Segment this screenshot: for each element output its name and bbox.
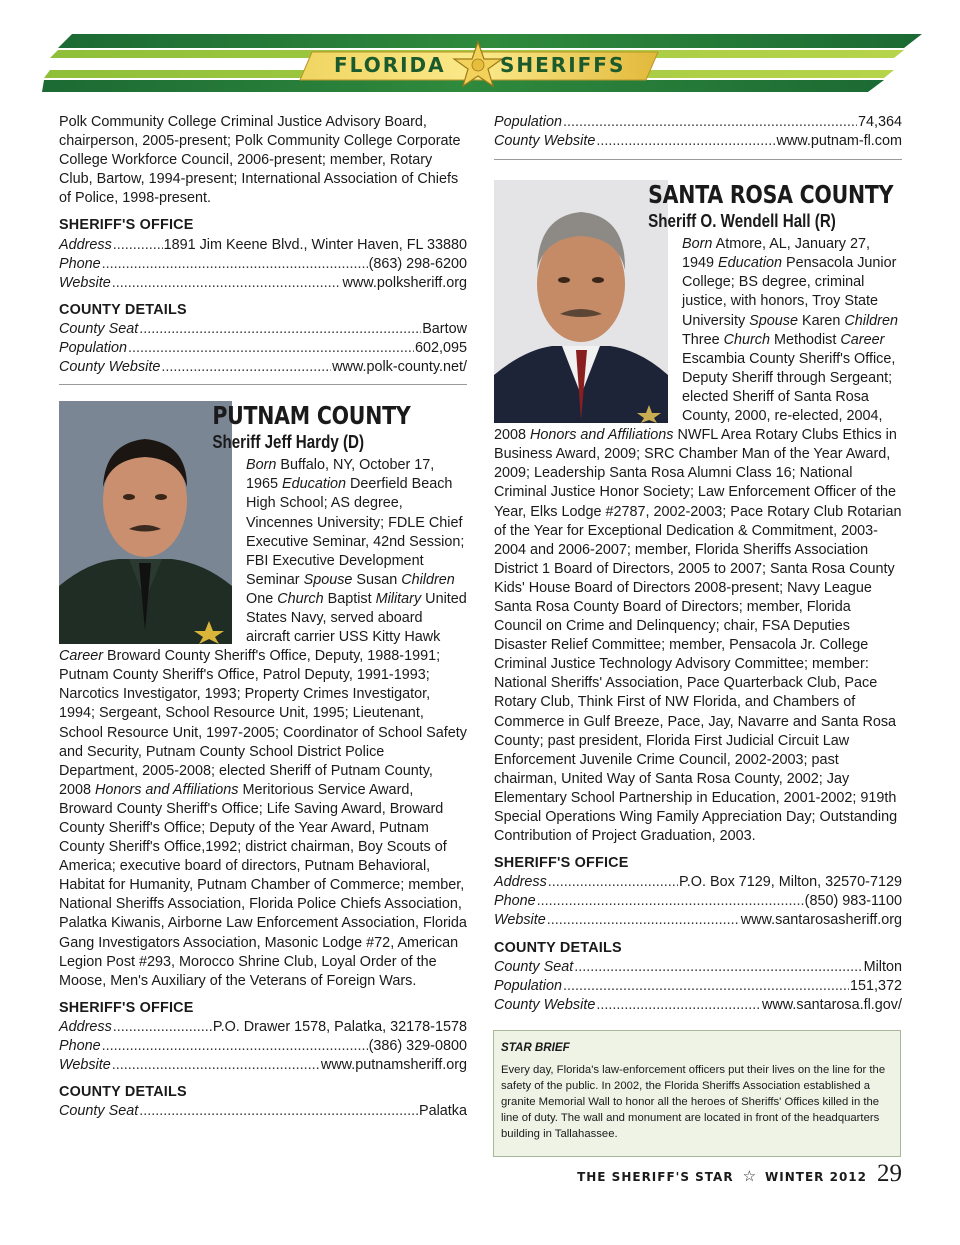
santarosa-born: Atmore, AL, January 27, 1949 [682,236,871,272]
santarosa-phone-row [494,892,902,911]
santarosa-spouse: Karen [801,312,841,329]
star-brief-title: STAR BRIEF [501,1041,570,1054]
putnam-website-link[interactable]: www.putnamsheriff.org [320,1057,467,1074]
putnam-career: Broward County Sheriff's Office, Deputy, 1988-1991; Putnam County Sheriff's Office, Patrol Deputy, 1991-1993; Narcotics Investigator, 1993; Property Crimes Investigator, 1994; Sergeant, School Resource Unit, 1995; Lieutenant, School Resource Unit, 1997-2005; Coordinator of School Safety and Security, Putnam County School District Police Department, 2005-2008; elected Sheriff of Putnam County, 2008 [59,648,467,798]
putnam-county-website-link[interactable]: www.putnam-fl.com [776,133,902,150]
santarosa-website-row [494,911,902,930]
santarosa-sheriff-name: Sheriff O. Wendell Hall (R) [648,210,836,232]
star-brief-text: Every day, Florida's law-enforcement officers put their lives on the line for the safety of the public. In 2002, the Florida Sheriffs Association established a granite Memorial Wall to honor all the heroes of Sheriffs' Offices killed in the line of duty. The wall and monument are located in front of the headquarters building in Tallahassee. [501,1064,886,1140]
putnam-born: Buffalo, NY, October 17, 1965 [246,457,435,493]
polk-seat-label: County Seat [59,320,139,337]
polk-address-label: Address [59,236,112,253]
santarosa-phone: (850) 983-1100 [804,893,902,910]
santarosa-office-heading: SHERIFF'S OFFICE [494,855,629,872]
santarosa-children: Three [682,331,720,348]
santarosa-church: Methodist [773,331,837,348]
star-brief-box [493,1030,901,1157]
page-footer [577,1160,902,1188]
santarosa-born-label: Born [682,236,713,253]
polk-office-heading: SHERIFF'S OFFICE [59,217,194,234]
putnam-office-heading: SHERIFF'S OFFICE [59,999,194,1016]
putnam-military: United States Navy, served aboard aircraft carrier USS Kitty Hawk [246,590,467,646]
putnam-seat: Palatka [419,1103,467,1120]
putnam-seat-row [59,1102,467,1121]
putnam-seat-label: County Seat [59,1103,139,1120]
putnam-church-label: Church [277,590,324,607]
santarosa-website-link[interactable]: www.santarosasheriff.org [740,912,902,929]
putnam-honors: Meritorious Service Award, Broward County Sheriff's Office; Life Saving Award, Broward County Sheriff's Office; Deputy of the Year Award, Putnam County Sheriff's Office,1992; district chairman, Boy Scouts of America; executive board of directors, Putnam Behavioral, Habitat for Humanity, Putnam Chamber of Commerce; member, National Sheriffs Association, Florida Police Chiefs Association, Palatka Kiwanis, Airborne Law Enforcement Association, Florida Gang Investigators Association, Masonic Lodge #72, American Legion Post #293, Morocco Shrine Club, Loyal Order of the Moose, Men's Auxiliary of the Veterans of Foreign Wars. [59,781,467,989]
putnam-county-title: PUTNAM COUNTY [212,401,411,431]
polk-county-website-link[interactable]: www.polk-county.net/ [332,359,467,376]
putnam-career-label: Career [59,648,103,665]
putnam-address-label: Address [59,1018,112,1035]
polk-population: 602,095 [414,340,467,357]
putnam-education: Deerfield Beach High School; AS degree, Vincennes University; FDLE Chief Executive Seminar, 42nd Session; FBI Executive Development Seminar [246,476,465,588]
santarosa-career-label: Career [840,331,885,348]
header-banner [42,34,922,92]
section-divider [59,384,467,385]
santarosa-details-heading: COUNTY DETAILS [494,939,622,956]
santarosa-county-website-link[interactable]: www.santarosa.fl.gov/ [762,996,902,1013]
putnam-county-website-row [494,132,902,151]
putnam-county-website-label: County Website [494,133,596,150]
polk-phone-label: Phone [59,255,101,272]
santarosa-seat-label: County Seat [494,958,574,975]
santarosa-population: 151,372 [849,977,902,994]
putnam-honors-label: Honors and Affiliations [95,781,239,798]
putnam-sheriff-name: Sheriff Jeff Hardy (D) [212,431,365,453]
putnam-born-label: Born [246,457,277,474]
santarosa-address: P.O. Box 7129, Milton, 32570-7129 [679,874,902,891]
polk-county-website-row [59,358,467,377]
polk-county-website-label: County Website [59,359,161,376]
putnam-population-label: Population [494,114,563,130]
polk-website-link[interactable]: www.polksheriff.org [342,274,467,291]
polk-seat: Bartow [422,320,467,337]
santarosa-seat: Milton [863,958,902,975]
magazine-title: THE SHERIFF'S STAR [577,1170,734,1184]
putnam-details-heading: COUNTY DETAILS [59,1084,187,1101]
issue-label: WINTER 2012 [765,1170,867,1184]
polk-phone: (863) 298-6200 [368,255,467,272]
putnam-spouse-label: Spouse [303,571,353,588]
left-column [59,113,467,1121]
polk-address-row [59,236,467,255]
putnam-address-row [59,1018,467,1037]
star-outline-icon: ☆ [742,1167,757,1185]
putnam-spouse: Susan [356,571,398,588]
putnam-address: P.O. Drawer 1578, Palatka, 32178-1578 [212,1018,467,1035]
putnam-website-label: Website [59,1057,111,1074]
santarosa-children-label: Children [844,312,898,329]
putnam-population-row [494,113,902,132]
santarosa-population-label: Population [494,977,563,994]
santarosa-phone-label: Phone [494,893,536,910]
putnam-children-label: Children [401,571,455,588]
santarosa-section [494,180,902,846]
banner-word-left: FLORIDA [334,53,446,77]
santarosa-seat-row [494,958,902,977]
putnam-phone-row [59,1037,467,1056]
santarosa-honors: NWFL Area Rotary Clubs Ethics in Business Award, 2009; SRC Chamber Man of the Year Award, 2009; Leadership Santa Rosa Alumni Class 16; National Criminal Justice Honor Society; Law Enforcement Officer of the Year, Elks Lodge #2787, 2002-2003; Pace Rotary Club Rotarian of the Year for Exceptional Dedication & Commitment, 2003-2004 and 2006-2007; member, Florida Sheriffs Association District 1 Board of Directors, 2005 to 2007; Santa Rosa County Kids' House Board of Directors 2008-present; Navy League Santa Rosa County Board of Directors; member, Florida Council on Crime and Delinquency; chair, FSA Deputies Disaster Relief Committee; member, Pensacola Jr. College Criminal Justice Technology Advisory Committee; member: National Sheriffs' Association, Pace Quarterback Club, Pace Rotary Club, Think First of NW Florida, and Chambers of Commerce in Gulf Breeze, Pace, Jay, Navarre and Santa Rosa County; past president, Florida First Judicial Circuit Law Enforcement Juvenile Crime Council, 2002-2003; past chairman, United Way of Santa Rosa County, 2002; Jay Elementary School Partnership in Education, 2001-2002; 919th Special Operations Wing Family Appreciation Day; Outstanding Contribution of Project Graduation, 2003. [494,427,902,845]
santarosa-county-website-label: County Website [494,996,596,1013]
putnam-population: 74,364 [857,114,902,130]
polk-population-row [59,339,467,358]
putnam-children: One [246,590,274,607]
page-number: 29 [877,1160,902,1187]
santarosa-address-label: Address [494,874,547,891]
santarosa-career: Escambia County Sheriff's Office, Deputy Sheriff through Sergeant; elected Sheriff of Santa Rosa County, 2000, re-elected, 2004, 2008 [494,350,896,444]
putnam-phone: (386) 329-0800 [368,1038,467,1055]
santarosa-population-row [494,977,902,996]
polk-bio-continued: Polk Community College Criminal Justice Advisory Board, chairperson, 2005-present; Polk Community College Corporate College Workforce Council, 2006-present; member, Rotary Club, Bartow, 1994-present; International Association of Chiefs of Police, 1998-present. [59,114,461,207]
polk-details-heading: COUNTY DETAILS [59,301,187,318]
putnam-website-row [59,1056,467,1075]
polk-seat-row [59,320,467,339]
polk-address: 1891 Jim Keene Blvd., Winter Haven, FL 33880 [163,236,467,253]
santarosa-website-label: Website [494,912,546,929]
polk-phone-row [59,255,467,274]
santarosa-spouse-label: Spouse [749,312,798,329]
santarosa-education-label: Education [718,255,783,272]
santarosa-county-title: SANTA ROSA COUNTY [648,180,894,210]
putnam-section [59,401,467,991]
banner-stripes [42,34,922,92]
putnam-phone-label: Phone [59,1038,101,1055]
polk-website-row [59,274,467,293]
santarosa-address-row [494,873,902,892]
putnam-military-label: Military [375,590,422,607]
putnam-church: Baptist [327,590,372,607]
santarosa-education: Pensacola Junior College; BS degree, criminal justice, with honors, Troy State University [682,255,897,329]
putnam-education-label: Education [282,476,347,493]
santarosa-county-website-row [494,996,902,1015]
section-divider [494,159,902,160]
polk-population-label: Population [59,340,128,357]
right-column [494,113,902,1015]
banner-word-right: SHERIFFS [500,53,626,77]
santarosa-honors-label: Honors and Affiliations [530,427,674,444]
polk-website-label: Website [59,274,111,291]
santarosa-church-label: Church [723,331,770,348]
